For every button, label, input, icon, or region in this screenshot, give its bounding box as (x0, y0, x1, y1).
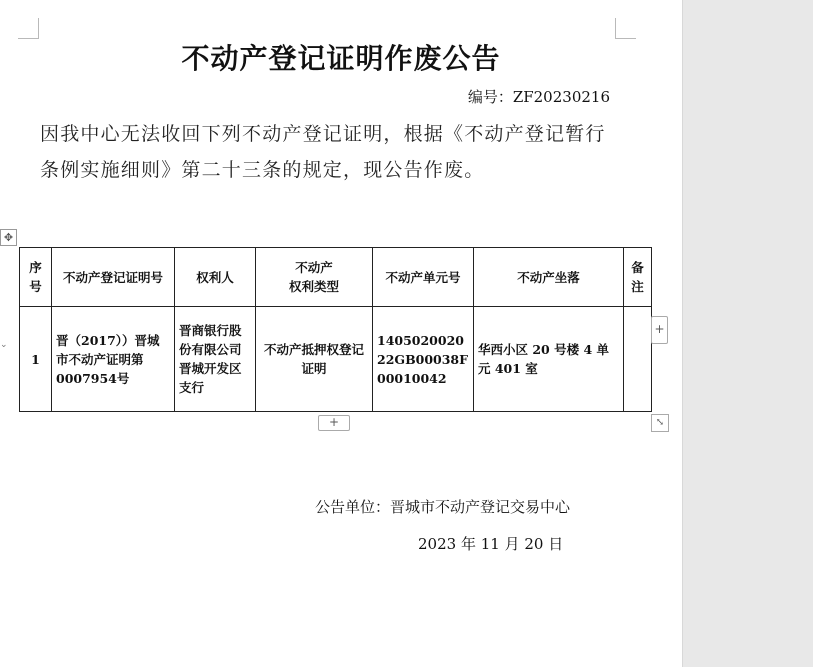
announcing-unit: 公告单位：晋城市不动产登记交易中心 (315, 498, 571, 516)
table-header-row (20, 248, 652, 307)
cell-right-type: 不动产抵押权登记证明 (256, 307, 373, 412)
gray-side-area (682, 0, 813, 667)
page-corner-marker-top-left (18, 18, 39, 39)
resize-icon: ⤡ (655, 417, 665, 428)
header-cell-certificate-number: 不动产登记证明号 (52, 248, 175, 307)
cell-remarks (624, 307, 652, 412)
certificate-table (19, 247, 652, 412)
announcement-paragraph: 因我中心无法收回下列不动产登记证明，根据《不动产登记暂行条例实施细则》第二十三条的规定，现公告作废。 (40, 123, 606, 181)
header-cell-remarks: 备注 (624, 248, 652, 307)
table-move-handle[interactable] (0, 229, 17, 246)
cell-certificate-number: 晋（2017））晋城市不动产证明第0007954号 (52, 307, 175, 412)
document-title: 不动产登记证明作废公告 (181, 42, 501, 75)
cell-unit-number: 140502002022GB00038F00010042 (373, 307, 474, 412)
header-cell-unit-number: 不动产单元号 (373, 248, 474, 307)
header-cell-index: 序号 (20, 248, 52, 307)
cell-location: 华西小区 20 号楼 4 单元 401 室 (474, 307, 624, 412)
page-corner-marker-top-right (615, 18, 636, 39)
cell-right-holder: 晋商银行股份有限公司晋城开发区支行 (175, 307, 256, 412)
move-icon: ✥ (3, 231, 14, 244)
add-column-button[interactable]: + (651, 316, 668, 344)
document-number: 编号：ZF20230216 (467, 88, 610, 106)
table-row (20, 307, 652, 412)
add-row-button[interactable]: + (318, 415, 350, 431)
chevron-down-icon[interactable]: ⌄ (0, 340, 8, 350)
cell-index: 1 (20, 307, 52, 412)
table-resize-handle[interactable] (651, 414, 669, 432)
header-cell-right-holder: 权利人 (175, 248, 256, 307)
header-cell-location: 不动产坐落 (474, 248, 624, 307)
header-cell-right-type: 不动产 权利类型 (256, 248, 373, 307)
announcement-date: 2023 年 11 月 20 日 (418, 535, 564, 553)
